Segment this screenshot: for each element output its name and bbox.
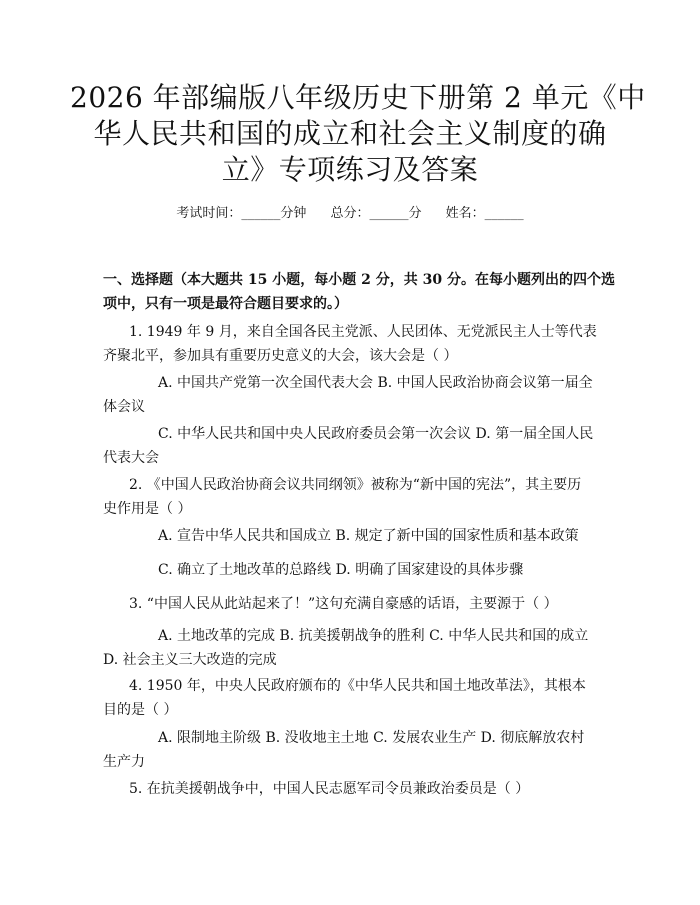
question-line: 5. 在抗美援朝战争中，中国人民志愿军司令员兼政治委员是（ ） — [129, 781, 530, 797]
total-score: 总分：______分 — [330, 206, 422, 221]
question-line: 史作用是（ ） — [103, 501, 192, 517]
question-4-stem — [103, 674, 586, 722]
question-line: 1. 1949 年 9 月，来自全国各民主党派、人民团体、无党派民主人士等代表 — [129, 324, 597, 340]
title-line: 华人民共和国的成立和社会主义制度的确 — [93, 117, 607, 150]
question-line: 2. 《中国人民政治协商会议共同纲领》被称为“新中国的宪法”，其主要历 — [129, 477, 582, 493]
option-line: A. 土地改革的完成 B. 抗美援朝战争的胜利 C. 中华人民共和国的成立 — [158, 628, 589, 644]
question-line: 3. “中国人民从此站起来了！”这句充满自豪感的话语，主要源于（ ） — [129, 596, 558, 612]
option-line: A. 限制地主阶级 B. 没收地主土地 C. 发展农业生产 D. 彻底解放农村 — [158, 730, 585, 746]
section-heading — [103, 268, 615, 316]
option-line: 体会议 — [103, 399, 145, 415]
option-line: A. 宣告中华人民共和国成立 B. 规定了新中国的国家性质和基本政策 — [158, 528, 579, 544]
question-4-options — [103, 726, 584, 774]
student-name: 姓名：______ — [445, 206, 524, 221]
question-line: 4. 1950 年，中央人民政府颁布的《中华人民共和国土地改革法》，其根本 — [129, 678, 586, 694]
question-3-options — [103, 624, 588, 672]
option-line: D. 社会主义三大改造的完成 — [103, 652, 277, 668]
title-line: 2026 年部编版八年级历史下册第 2 单元《中 — [70, 81, 646, 114]
question-3-stem — [103, 592, 558, 616]
question-5-stem — [103, 777, 529, 801]
title-line: 立》专项练习及答案 — [221, 153, 479, 186]
question-2-stem — [103, 473, 581, 521]
document-title — [70, 80, 646, 188]
question-line: 齐聚北平，参加具有重要历史意义的大会，该大会是（ ） — [103, 348, 458, 364]
question-2-options-cd — [103, 558, 523, 582]
section-heading-line: 项中，只有一项是最符合题目要求的。） — [103, 296, 348, 312]
section-heading-line: 一、选择题（本大题共 15 小题，每小题 2 分，共 30 分。在每小题列出的四个选 — [103, 272, 615, 288]
question-1-options-ab — [103, 371, 593, 419]
question-1-stem — [103, 320, 597, 368]
exam-time: 考试时间：______分钟 — [176, 206, 307, 221]
exam-meta — [120, 204, 580, 224]
question-2-options-ab — [103, 524, 579, 548]
option-line: C. 中华人民共和国中央人民政府委员会第一次会议 D. 第一届全国人民 — [158, 426, 594, 442]
question-line: 目的是（ ） — [103, 702, 178, 718]
question-1-options-cd — [103, 422, 593, 470]
option-line: A. 中国共产党第一次全国代表大会 B. 中国人民政治协商会议第一届全 — [158, 375, 593, 391]
option-line: 代表大会 — [103, 450, 159, 466]
option-line: C. 确立了土地改革的总路线 D. 明确了国家建设的具体步骤 — [158, 562, 524, 578]
option-line: 生产力 — [103, 754, 145, 770]
